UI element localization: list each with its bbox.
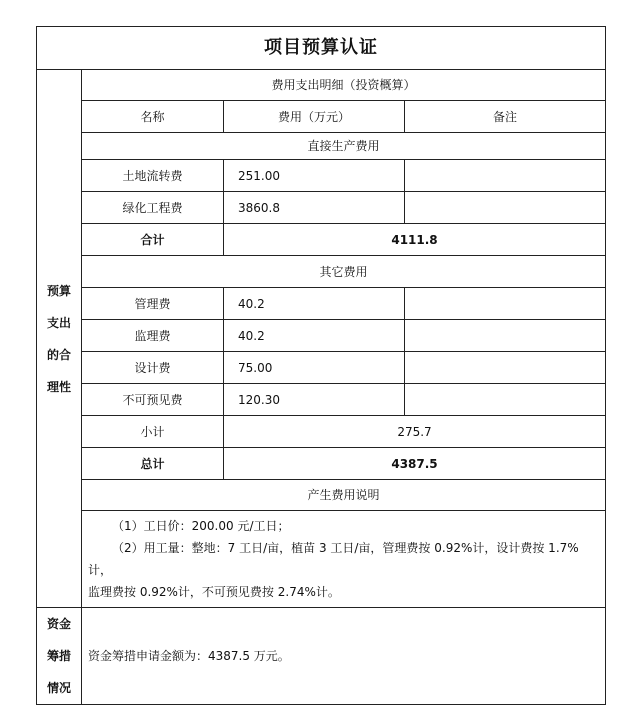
section-header-other: 其它费用 [82,256,606,288]
explain-notes [82,511,606,608]
side-label-line: 筹措 [46,649,71,663]
column-header-cost: 费用（万元） [224,101,405,133]
total-value: 4111.8 [224,224,606,256]
total-label: 合计 [82,224,224,256]
row-note [405,320,606,352]
side-label-line: 预算 [46,283,71,298]
row-note [405,288,606,320]
side-label-budget [37,70,82,608]
grand-total-value: 4387.5 [224,448,606,480]
row-name: 绿化工程费 [82,192,224,224]
row-cost: 120.30 [224,384,405,416]
row-note [405,192,606,224]
row-cost: 3860.8 [224,192,405,224]
table-row [37,192,606,224]
grand-total-label: 总计 [82,448,224,480]
row-name: 监理费 [82,320,224,352]
table-row [37,384,606,416]
row-cost: 40.2 [224,288,405,320]
page-title: 项目预算认证 [37,27,606,70]
side-label-line: 的合 [46,347,71,362]
row-name: 管理费 [82,288,224,320]
budget-table [36,26,606,705]
table-row [37,320,606,352]
table-row [37,352,606,384]
explain-line: （1）工日价：200.00 元/工日； [112,519,290,533]
row-name: 不可预见费 [82,384,224,416]
section-header-direct: 直接生产费用 [82,133,606,160]
side-label-line: 情况 [46,681,71,695]
subtotal-value: 275.7 [224,416,606,448]
column-header-note: 备注 [405,101,606,133]
row-name: 设计费 [82,352,224,384]
explain-line: （2）用工量：整地：7 工日/亩，植苗 3 工日/亩，管理费按 0.92%计，设计费按 1.7%计， [88,541,579,577]
row-name: 土地流转费 [82,160,224,192]
detail-header: 费用支出明细（投资概算） [82,70,606,101]
side-label-line: 理性 [46,379,71,394]
side-label-line: 支出 [46,315,71,330]
row-cost: 251.00 [224,160,405,192]
row-note [405,160,606,192]
table-row [37,288,606,320]
row-note [405,352,606,384]
explain-header: 产生费用说明 [82,480,606,511]
table-row [37,160,606,192]
row-cost: 75.00 [224,352,405,384]
column-header-name: 名称 [82,101,224,133]
subtotal-label: 小计 [82,416,224,448]
funds-text: 资金筹措申请金额为：4387.5 万元。 [82,608,606,705]
explain-line: 监理费按 0.92%计，不可预见费按 2.74%计。 [88,585,340,599]
side-label-line: 资金 [46,617,71,631]
row-cost: 40.2 [224,320,405,352]
row-note [405,384,606,416]
